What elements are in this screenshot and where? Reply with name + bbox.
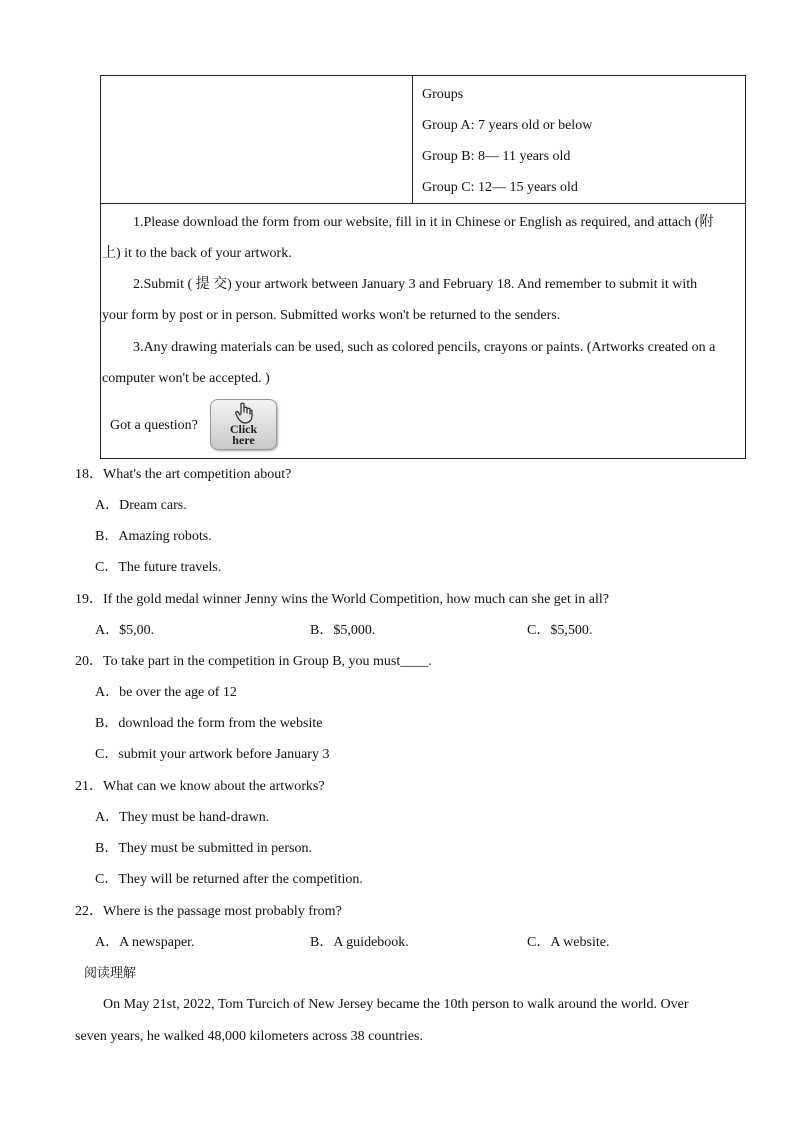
q19-option-a[interactable] [95,622,154,640]
question-text: Where is the passage most probably from? [103,904,342,919]
question-18 [75,466,291,484]
option-text: be over the age of 12 [119,685,237,700]
question-number: 21． [75,779,103,794]
rule-2-line-1: 2.Submit ( 提 交) your artwork between January 3 and February 18. And remember to submit it with [133,277,698,292]
option-letter: A． [95,685,120,700]
group-b: Group B: 8— 11 years old [422,149,571,164]
question-text: What's the art competition about? [103,467,292,482]
question-number: 18． [75,467,103,482]
option-text: They must be hand-drawn. [119,810,270,825]
here-label: here [232,433,255,447]
q22-option-a[interactable] [95,934,195,952]
q21-option-c[interactable] [95,871,363,889]
click-label: Click [229,422,258,436]
q18-option-a[interactable] [95,497,187,515]
question-number: 20． [75,654,103,669]
question-20 [75,653,432,671]
option-text: download the form from the website [118,716,323,731]
option-text: $5,500. [550,623,593,638]
question-21 [75,778,325,796]
rule-3-line-2: computer won't be accepted. ) [102,371,270,386]
option-letter: B． [95,716,119,731]
q20-option-b[interactable] [95,715,322,733]
q19-option-b[interactable] [310,622,375,640]
option-letter: C． [527,935,551,950]
q20-option-a[interactable] [95,684,237,702]
group-a: Group A: 7 years old or below [422,118,593,133]
rule-1-line-1: 1.Please download the form from our website, fill in it in Chinese or English as required, and attach (附 [133,215,714,230]
question-number: 22． [75,904,103,919]
rule-2-line-2: your form by post or in person. Submitted works won't be returned to the senders. [102,308,561,323]
q22-option-c[interactable] [527,934,609,952]
option-text: $5,000. [333,623,376,638]
group-c: Group C: 12— 15 years old [422,180,578,195]
option-text: submit your artwork before January 3 [118,747,330,762]
option-text: Amazing robots. [118,529,212,544]
option-letter: A． [95,623,120,638]
question-label: Got a question? [110,418,198,433]
option-text: A newspaper. [119,935,195,950]
click-here-button[interactable] [210,399,277,450]
q21-option-b[interactable] [95,840,312,858]
question-text: What can we know about the artworks? [103,779,325,794]
q22-option-b[interactable] [310,934,409,952]
option-letter: A． [95,935,120,950]
option-letter: C． [95,747,119,762]
option-text: They must be submitted in person. [118,841,312,856]
q19-option-c[interactable] [527,622,592,640]
option-text: Dream cars. [119,498,187,513]
option-text: A guidebook. [333,935,409,950]
groups-title: Groups [422,87,464,102]
q20-option-c[interactable] [95,746,329,764]
option-letter: B． [95,841,119,856]
option-letter: A． [95,810,120,825]
option-text: A website. [550,935,610,950]
option-letter: B． [310,935,334,950]
table-divider [412,75,413,204]
option-letter: B． [95,529,119,544]
question-19 [75,591,609,609]
option-letter: C． [95,560,119,575]
option-text: $5,00. [119,623,155,638]
passage-line-2: seven years, he walked 48,000 kilometers across 38 countries. [75,1029,423,1044]
q18-option-b[interactable] [95,528,212,546]
option-letter: A． [95,498,120,513]
rule-1-line-2: 上) it to the back of your artwork. [102,246,292,261]
question-text: To take part in the competition in Group B, you must____. [103,654,432,669]
passage-line-1: On May 21st, 2022, Tom Turcich of New Jersey became the 10th person to walk around the world. Over [103,997,689,1012]
q21-option-a[interactable] [95,809,269,827]
question-text: If the gold medal winner Jenny wins the World Competition, how much can she get in all? [103,592,610,607]
option-text: They will be returned after the competition. [118,872,363,887]
option-letter: C． [527,623,551,638]
q18-option-c[interactable] [95,559,221,577]
rule-3-line-1: 3.Any drawing materials can be used, such as colored pencils, crayons or paints. (Artworks created on a [133,340,716,355]
question-22 [75,903,342,921]
question-number: 19． [75,592,103,607]
option-letter: C． [95,872,119,887]
section-heading: 阅读理解 [84,966,137,981]
option-letter: B． [310,623,334,638]
option-text: The future travels. [118,560,222,575]
